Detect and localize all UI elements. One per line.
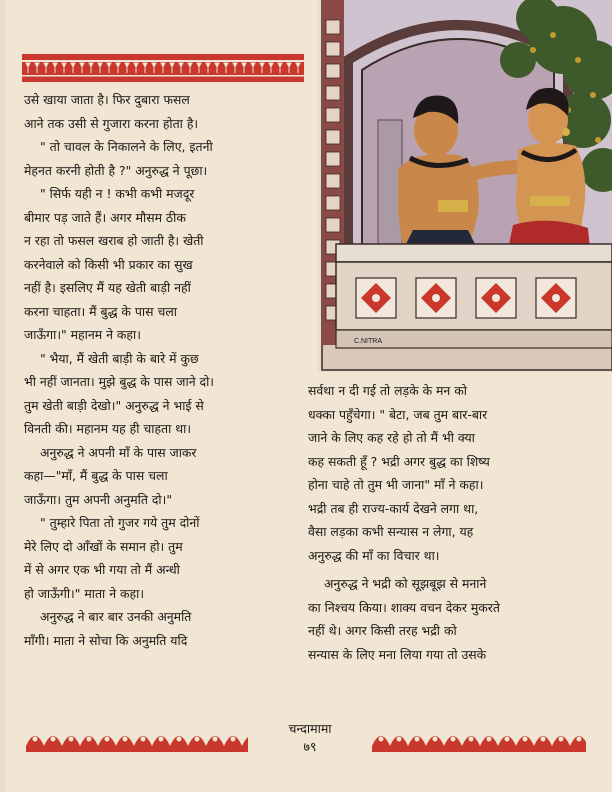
text-line: " तुम्हारे पिता तो गुजर गये तुम दोनों bbox=[40, 515, 200, 530]
text-line: " तो चावल के निकालने के लिए, इतनी bbox=[40, 139, 213, 154]
text-line: करना चाहता। मैं बुद्ध के पास चला bbox=[24, 303, 177, 319]
footer-ornament-right bbox=[372, 720, 586, 754]
text-line: अनुरुद्ध ने भद्री को सूझबूझ से मनाने bbox=[324, 576, 487, 591]
text-line: विनती की। महानम यह ही चाहता था। bbox=[24, 421, 192, 436]
text-line: जाने के लिए कह रहे हो तो मैं भी क्या bbox=[308, 430, 475, 445]
text-line: " भैया, मैं खेती बाड़ी के बारे में कुछ bbox=[40, 350, 199, 366]
text-line: जाऊँगा।" महानम ने कहा। bbox=[24, 327, 141, 342]
text-line: नहीं थे। अगर किसी तरह भद्री को bbox=[308, 623, 457, 638]
text-line: उसे खाया जाता है। फिर दुबारा फसल bbox=[24, 92, 190, 107]
text-line: कहा—"माँ, मैं बुद्ध के पास चला bbox=[24, 468, 168, 483]
text-line: अनुरुद्ध ने बार बार उनकी अनुमति bbox=[40, 609, 192, 624]
footer-ornament-left bbox=[26, 720, 248, 754]
text-line: अनुरुद्ध ने अपनी माँ के पास जाकर bbox=[40, 444, 197, 460]
text-line: तुम खेती बाड़ी देखो।" अनुरुद्ध ने भाई से bbox=[24, 397, 204, 413]
text-line: मेहनत करनी होती है ?" अनुरुद्ध ने पूछा। bbox=[24, 162, 208, 178]
text-line: हो जाऊँगी।" माता ने कहा। bbox=[24, 585, 145, 601]
text-line: में से अगर एक भी गया तो मैं अन्धी bbox=[24, 562, 180, 577]
text-line: भी नहीं जानता। मुझे बुद्ध के पास जाने दो। bbox=[24, 374, 214, 389]
text-line: होना चाहे तो तुम भी जाना" माँ ने कहा। bbox=[308, 477, 484, 492]
text-line: वैसा लड़का कभी सन्यास न लेगा, यह bbox=[308, 524, 474, 539]
text-line: अनुरुद्ध की माँ का विचार था। bbox=[308, 547, 440, 563]
text-line: न रहा तो फसल खराब हो जाती है। खेती bbox=[24, 233, 204, 248]
artist-signature: C.NITRA bbox=[354, 338, 382, 345]
text-line: का निश्चय किया। शाक्य वचन देकर मुकरते bbox=[308, 599, 500, 615]
text-line: कह सकती हूँ ? भद्री अगर बुद्ध का शिष्य bbox=[308, 453, 490, 469]
text-line: " सिर्फ यही न ! कभी कभी मजदूर bbox=[40, 186, 195, 201]
text-line: करनेवाले को किसी भी प्रकार का सुख bbox=[24, 256, 193, 272]
text-line: भद्री तब ही राज्य-कार्य देखने लगा था, bbox=[308, 500, 479, 516]
text-line: मेरे लिए दो आँखों के समान हो। तुम bbox=[24, 538, 183, 554]
page-edge bbox=[0, 0, 6, 792]
page-number: ७९ bbox=[303, 739, 317, 754]
text-line: सर्वथा न दी गई तो लड़के के मन को bbox=[308, 383, 467, 398]
left-text-column bbox=[24, 88, 308, 652]
text-line: नहीं है। इसलिए मैं यह खेती बाड़ी नहीं bbox=[24, 280, 191, 295]
text-line: धक्का पहुँचेगा। " बेटा, जब तुम बार-बार bbox=[308, 406, 488, 422]
two-men-conversation-illustration bbox=[318, 0, 612, 372]
magazine-name: चन्दामामा bbox=[288, 721, 332, 736]
text-line: सन्यास के लिए मना लिया गया तो उसके bbox=[308, 646, 487, 662]
text-line: जाऊँगा। तुम अपनी अनुमति दो।" bbox=[24, 491, 173, 507]
text-line: माँगी। माता ने सोचा कि अनुमति यदि bbox=[24, 632, 188, 648]
text-line: बीमार पड़ जाते हैं। अगर मौसम ठीक bbox=[24, 209, 186, 225]
right-text-column bbox=[308, 379, 598, 666]
top-ornament-band bbox=[22, 54, 304, 82]
text-line: आने तक उसी से गुजारा करना होता है। bbox=[24, 115, 199, 131]
